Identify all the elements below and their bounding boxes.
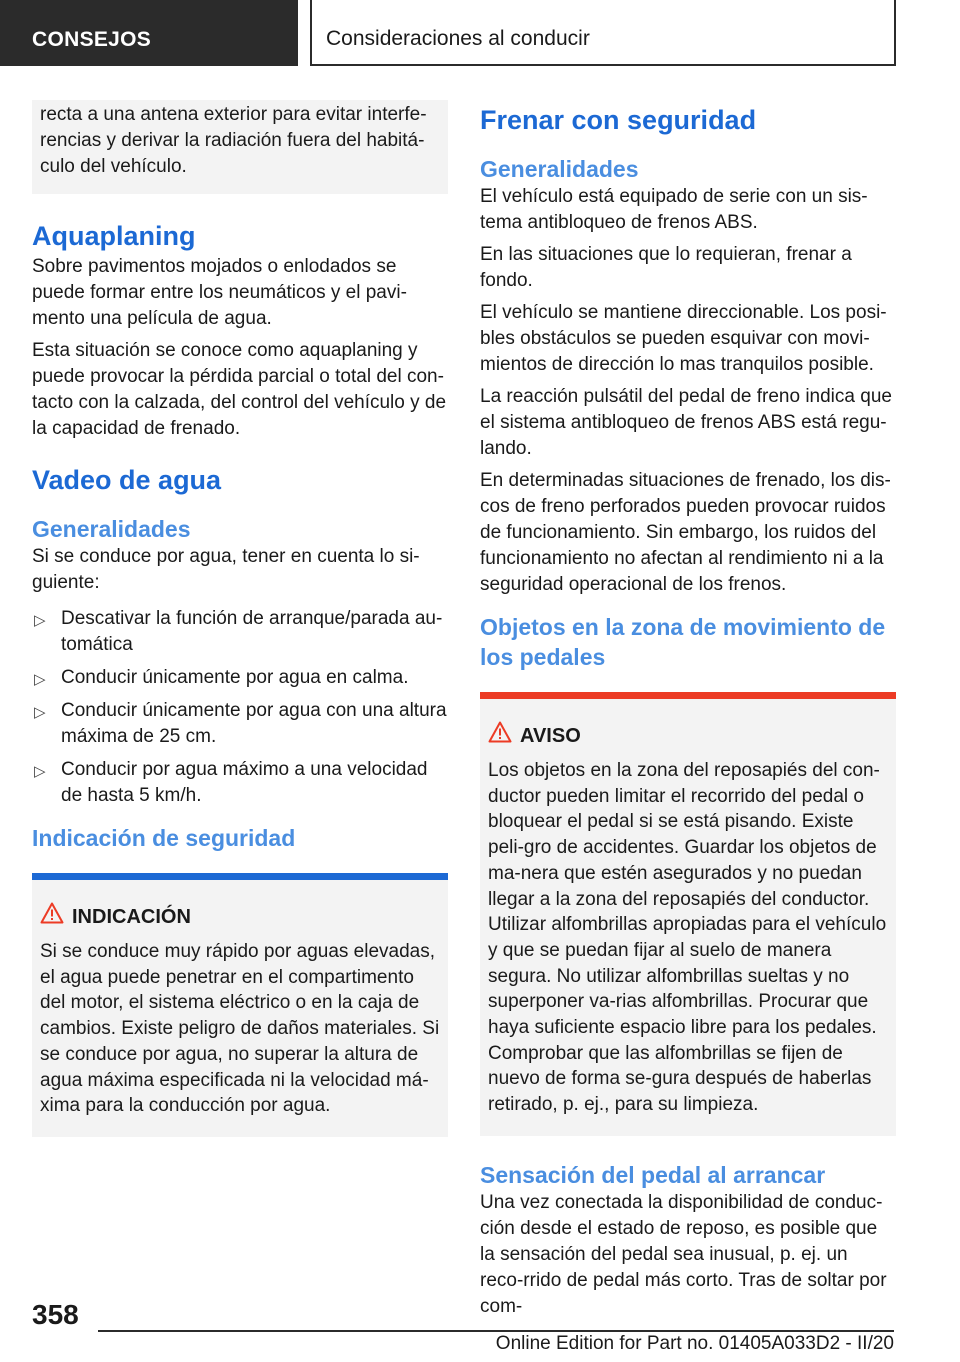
vadeo-generalidades-heading: Generalidades bbox=[32, 516, 191, 542]
warning-triangle-icon bbox=[40, 902, 72, 931]
vadeo-intro-paragraph: Si se conduce por agua, tener en cuenta lo si‐guiente: bbox=[32, 546, 420, 593]
chapter-tab bbox=[310, 0, 896, 66]
list-item bbox=[32, 606, 448, 658]
objetos-heading: Objetos en la zona de movimiento de los pedales bbox=[480, 614, 886, 670]
section-title: CONSEJOS bbox=[32, 28, 152, 51]
continuation-text: recta a una antena exterior para evitar interfe‐rencias y derivar la radiación fuera del habitá‐culo del vehículo. bbox=[40, 104, 427, 177]
warning-triangle-icon bbox=[488, 721, 520, 750]
aquaplaning-paragraph-1: Sobre pavimentos mojados o enlodados se puede formar entre los neumáticos y el pavi‐mento una película de agua. bbox=[32, 256, 407, 329]
vadeo-bullet-list bbox=[32, 606, 448, 809]
frenar-paragraph-2: En las situaciones que lo requieran, frenar a fondo. bbox=[480, 244, 852, 291]
section-tab bbox=[0, 0, 298, 66]
vadeo-heading: Vadeo de agua bbox=[32, 465, 222, 495]
indicacion-heading: Indicación de seguridad bbox=[32, 825, 296, 851]
aviso-warning-box bbox=[480, 692, 896, 1136]
triangle-bullet-icon: ▷ bbox=[34, 612, 46, 629]
warning-title bbox=[488, 721, 888, 750]
list-item-text: Conducir únicamente por agua con una altura máxima de 25 cm. bbox=[61, 700, 447, 747]
aquaplaning-paragraph-2: Esta situación se conoce como aquaplaning y puede provocar la pérdida parcial o total del con‐tacto con la calzada, del control del vehículo y de la capacidad de frenado. bbox=[32, 340, 447, 439]
list-item bbox=[32, 698, 448, 750]
edition-note: Online Edition for Part no. 01405A033D2 - II/20 bbox=[495, 1333, 894, 1354]
frenar-paragraph-5: En determinadas situaciones de frenado, los dis‐cos de freno perforados pueden provocar ruidos de funcionamiento. Sin embargo, los ruidos del funcionamiento no afectan al rendimiento ni a la seguridad operacional de los frenos. bbox=[480, 470, 891, 595]
right-column bbox=[480, 100, 896, 1326]
frenar-paragraph-3: El vehículo se mantiene direccionable. Los posi‐bles obstáculos se pueden esquivar con movi‐mientos de dirección lo mas tranquilos posible. bbox=[480, 302, 887, 375]
list-item-text: Conducir únicamente por agua en calma. bbox=[61, 667, 409, 688]
triangle-bullet-icon: ▷ bbox=[34, 763, 46, 780]
warning-text: Los objetos en la zona del reposapiés del con‐ductor pueden limitar el recorrido del pedal o bloquear el pedal si se está pisando. Existe peli‐gro de accidentes. Guardar los objetos de ma‐nera que estén asegurados y no puedan llegar a la zona del reposapiés del conductor. Utilizar alfombrillas apropiadas para el vehículo y que se puedan fijar al suelo de manera segura. No utilizar alfombrillas sueltas y no superponer va‐rias alfombrillas. Procurar que haya suficiente espacio libre para los pedales. Comprobar que las alfombrillas se fijen de nuevo de forma se‐gura después de haberlas retirado, p. ej., para su limpieza. bbox=[488, 760, 887, 1116]
frenar-paragraph-4: La reacción pulsátil del pedal de freno indica que el sistema antibloqueo de frenos ABS está regu‐lando. bbox=[480, 386, 892, 459]
triangle-bullet-icon: ▷ bbox=[34, 704, 46, 721]
notice-title bbox=[40, 902, 440, 931]
frenar-paragraph-1: El vehículo está equipado de serie con un sis‐tema antibloqueo de frenos ABS. bbox=[480, 186, 868, 233]
footer-divider bbox=[98, 1330, 894, 1332]
aquaplaning-heading: Aquaplaning bbox=[32, 221, 196, 251]
list-item bbox=[32, 665, 448, 691]
triangle-bullet-icon: ▷ bbox=[34, 671, 46, 688]
indicacion-notice-box bbox=[32, 873, 448, 1137]
left-column bbox=[32, 100, 448, 1137]
page-number: 358 bbox=[32, 1299, 79, 1330]
frenar-heading: Frenar con seguridad bbox=[480, 105, 757, 135]
list-item-text: Descativar la función de arranque/parada au‐tomática bbox=[61, 608, 443, 655]
list-item-text: Conducir por agua máximo a una velocidad de hasta 5 km/h. bbox=[61, 759, 428, 806]
frenar-generalidades-heading: Generalidades bbox=[480, 156, 639, 182]
sensacion-heading: Sensación del pedal al arrancar bbox=[480, 1161, 826, 1188]
continuation-box bbox=[32, 100, 448, 194]
sensacion-paragraph: Una vez conectada la disponibilidad de conduc‐ción desde el estado de reposo, es posible que la sensación del pedal sea inusual, p. ej. un reco‐rrido de pedal más corto. Tras de soltar por com‐ bbox=[480, 1191, 887, 1317]
warning-label: AVISO bbox=[520, 724, 581, 747]
notice-text: Si se conduce muy rápido por aguas elevadas, el agua puede penetrar en el compartimento del motor, el sistema eléctrico o en la caja de cambios. Existe peligro de daños materiales. Si se conduce por agua, no superar la altura de agua máxima especificada ni la velocidad má‐xima para la conducción por agua. bbox=[40, 941, 440, 1117]
notice-label: INDICACIÓN bbox=[72, 905, 191, 928]
chapter-title: Consideraciones al conducir bbox=[326, 27, 590, 50]
list-item bbox=[32, 757, 448, 809]
